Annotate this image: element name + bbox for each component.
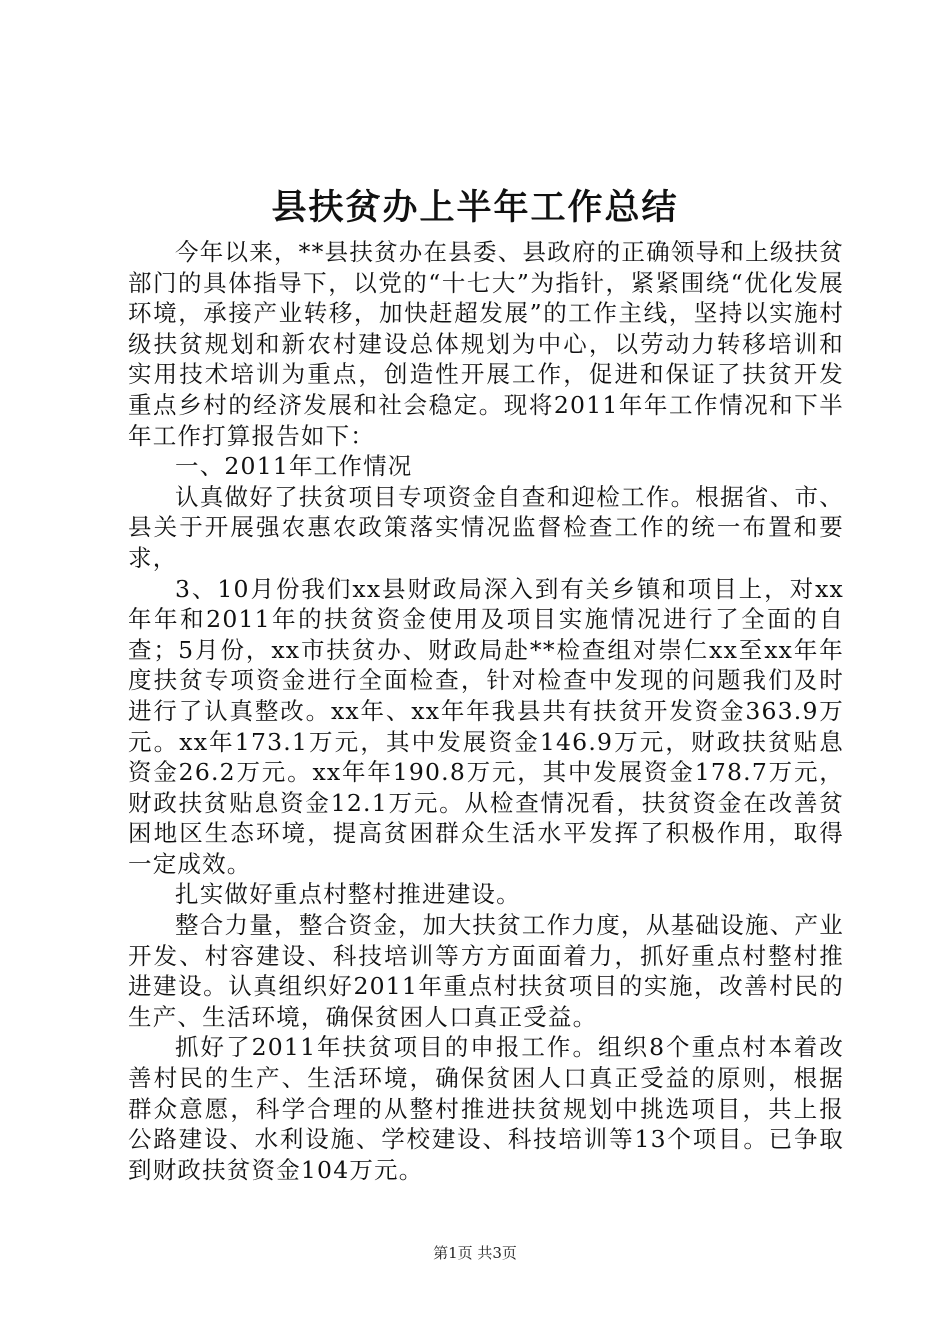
document-body [128,237,844,1185]
paragraph-key-village-heading: 扎实做好重点村整村推进建设。 [175,880,521,909]
paragraph-project-application: 抓好了2011年扶贫项目的申报工作。组织8个重点村本着改善村民的生产、生活环境，确保贫困人口真正受益的原则，根据群众意愿，科学合理的从整村推进扶贫规划中挑选项目，共上报公路建设、水利设施、学校建设、科技培训等13个项目。已争取到财政扶贫资金104万元。 [128,1033,844,1184]
section-heading: 一、2011年工作情况 [175,452,413,481]
paragraph-self-inspection: 认真做好了扶贫项目专项资金自查和迎检工作。根据省、市、县关于开展强农惠农政策落实情况监督检查工作的统一布置和要求， [128,482,844,572]
document-title: 县扶贫办上半年工作总结 [271,188,679,228]
page-number-footer: 第1页 共3页 [433,1244,517,1262]
paragraph-key-village: 整合力量，整合资金，加大扶贫工作力度，从基础设施、产业开发、村容建设、科技培训等方方面面着力，抓好重点村整村推进建设。认真组织好2011年重点村扶贫项目的实施，改善村民的生产、生活环境，确保贫困人口真正受益。 [128,911,844,1031]
paragraph-funds-check: 3、10月份我们xx县财政局深入到有关乡镇和项目上，对xx年年和2011年的扶贫资金使用及项目实施情况进行了全面的自查；5月份，xx市扶贫办、财政局赴**检查组对崇仁xx至xx年年度扶贫专项资金进行全面检查，针对检查中发现的问题我们及时进行了认真整改。xx年、xx年年我县共有扶贫开发资金363.9万元。xx年173.1万元，其中发展资金146.9万元，财政扶贫贴息资金26.2万元。xx年年190.8万元，其中发展资金178.7万元，财政扶贫贴息资金12.1万元。从检查情况看，扶贫资金在改善贫困地区生态环境，提高贫困群众生活水平发挥了积极作用，取得一定成效。 [128,574,844,878]
paragraph-intro: 今年以来，**县扶贫办在县委、县政府的正确领导和上级扶贫部门的具体指导下，以党的“十七大”为指针，紧紧围绕“优化发展环境，承接产业转移，加快赶超发展”的工作主线，坚持以实施村级扶贫规划和新农村建设总体规划为中心，以劳动力转移培训和实用技术培训为重点，创造性开展工作，促进和保证了扶贫开发重点乡村的经济发展和社会稳定。现将2011年年工作情况和下半年工作打算报告如下： [128,238,844,450]
